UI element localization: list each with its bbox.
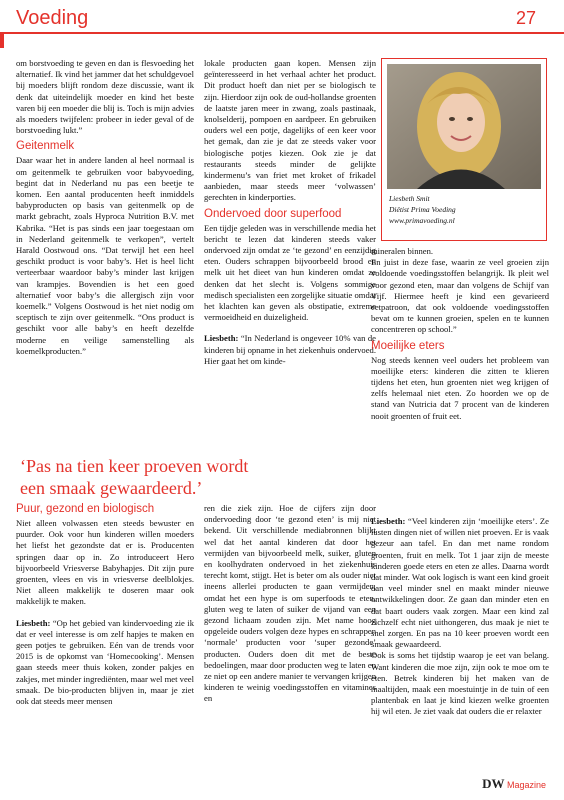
heading-geitenmelk: Geitenmelk: [16, 140, 75, 153]
magazine-logo: [482, 776, 546, 792]
paragraph: om borstvoeding te geven en dan is flesvoeding het alternatief. Ik vind het jammer dat het schuldgevoel bij moeders blijft rondom deze discussie, want ik denk dat uiteindelijk moeder en kind het beste varen bij een moeder die blij is. Toch is mijn advies als moeders twijfelen: probeer in ieder geval of de borstvoeding lukt.”: [16, 58, 194, 136]
page-number: 27: [515, 8, 536, 28]
portrait-illustration: [387, 64, 541, 189]
header-rule-accent: [0, 32, 4, 48]
caption-role: Diëtist Prima Voeding: [389, 205, 456, 214]
heading-moeilijke-eters: Moeilijke eters: [371, 339, 445, 352]
paragraph: En juist in deze fase, waarin ze veel groeien zijn voldoende voedingsstoffen belangrijk. Ik pleit wel voor gezond eten, maar dan volgens de Schijf van Vijf. Hiermee heeft je kind een gevarieerd eetpatroon, dat ook voldoende voedingsstoffen bevat om te kunnen groeien, spelen en te kunnen concentreren op school.”: [371, 257, 549, 335]
paragraph: Een tijdje geleden was in verschillende media het bericht te lezen dat kinderen steeds vaker ondervoed zijn omdat ze ‘te gezond’ en eenzijdig eten. Ouders schrappen bijvoorbeeld brood en melk uit het dieet van hun kinderen omdat ze denken dat het slecht is. Volgens sommige medisch specialisten een zorgelijke situatie omdat het klachten kan geven als obstipatie, extreme vermoeidheid en duizeligheid.: [204, 222, 376, 323]
portrait-photo: [387, 64, 541, 189]
speaker-label: Liesbeth:: [371, 516, 406, 526]
quote-text: “Op het gebied van kindervoeding zie ik dat er veel interesse is om zelf hapjes te maken en geen potjes te gebruiken. Eén van de trends voor 2015 is de opkomst van ‘Homecooking’. Mensen gaan steeds meer thuis koken, zonder pakjes en zakjes, met minder ingrediënten, maar wel met veel smaak. De bio-producten blijven in, maar je ziet ook dat steeds meer mensen: [16, 617, 194, 707]
logo-mark: DW: [482, 776, 505, 791]
speaker-label: Liesbeth:: [204, 333, 239, 344]
heading-ondervoed: Ondervoed door superfood: [204, 207, 342, 220]
article-column-5: [204, 503, 376, 705]
article-column-1: [16, 58, 194, 357]
paragraph: [371, 516, 549, 650]
paragraph: Nog steeds kennen veel ouders het probleem van moeilijke eters: kinderen die zitten te klieren tijdens het eten, hun groenten niet weg krijgen of zelfs helemaal niet eten. Zo hoorden we op de stand van Nutricia dat 7 procent van de kinderen nooit groenten of fruit eet.: [371, 354, 549, 421]
paragraph: [16, 618, 194, 708]
article-column-3: [371, 246, 549, 422]
paragraph: Ook is soms het tijdstip waarop je eet van belang. Want kinderen die moe zijn, zijn ook te moe om te eten. Betrek kinderen bij het maken van de maaltijden, maak een moestuintje in de tuin of een plantenbak en laat je kind kiezen welke groenten hij wil eten. Je ziet vaak dat ouders die er relaxter: [371, 650, 549, 717]
pull-quote-line: ‘Pas na tien keer proeven wordt: [20, 456, 249, 476]
article-column-2: [204, 58, 376, 367]
heading-puur-gezond: Puur, gezond en biologisch: [16, 503, 155, 515]
section-title: Voeding: [16, 7, 89, 29]
header-rule: [0, 32, 564, 34]
paragraph: mineralen binnen.: [371, 246, 434, 256]
speaker-label: Liesbeth:: [16, 617, 51, 628]
logo-suffix: Magazine: [506, 780, 546, 790]
pull-quote: [20, 455, 340, 499]
caption-url: www.primavoeding.nl: [389, 216, 455, 225]
caption-name: Liesbeth Smit: [389, 194, 430, 203]
article-column-4: [16, 503, 194, 707]
paragraph: Niet alleen volwassen eten steeds bewuster en puurder. Ook voor hun kinderen willen moeders het liefst het gezondste dat er is. Producenten springen daar op in. Zo introduceert Hero bijvoorbeeld Vriesverse Babyhapjes. Dit zijn pure groenten, vlees en vis in vriesverse deelblokjes. Niet alleen makkelijk te doseren maar ook makkelijk te maken.: [16, 518, 194, 607]
portrait-box: [381, 58, 547, 241]
pull-quote-line: een smaak gewaardeerd.’: [20, 478, 203, 498]
quote-text: “Veel kinderen zijn ‘moeilijke eters’. Ze lusten dingen niet of willen niet proeven. Er is vaak gezeur aan tafel. En dan met name rondom groenten, fruit en melk. Tot 1 jaar zijn de meeste kinderen goede eters en eten ze alles. Daarna wordt dat minder. Wat ook logisch is want een kind groeit dan veel minder snel en maakt minder nieuwe ontwikkelingen door. Ze gaan dan minder eten en dat baart ouders vaak zorgen. Maar een kind zal zichzelf echt niet uithongeren, dus maak je niet te snel zorgen. En pas na 10 keer proeven wordt een smaak gewaardeerd.: [371, 516, 549, 650]
paragraph: Daar waar het in andere landen al heel normaal is om geitenmelk te gebruiken voor babyvoeding, begint dat in Nederland nu pas een beetje te komen. Een aantal producenten heeft inmiddels babyproducten op basis van geitenmelk op de markt gebracht, zoals Hyproca Nutrition B.V. met Kabrika. “Het is pas sinds een jaar toegestaan om in Nederland geitenmelk te verkopen”, vertelt Harald Oostwoud ons. “Dat terwijl het een heel geschikt product is voor baby’s. Het is heel licht verteerbaar waardoor baby’s minder last krijgen van krampjes. Bovendien is het een goed alternatief voor baby’s die allergisch zijn voor koemelk.” Volgens Oostwoud is het niet nodig om sceptisch te zijn over geitenmelk. “Ons product is geschikt voor alle baby’s en heeft dezelfde moderne en veilige samenstelling als koemelkproducten.”: [16, 155, 194, 356]
portrait-caption: [387, 193, 541, 226]
paragraph: [204, 333, 376, 367]
article-column-6: [371, 516, 549, 718]
paragraph: lokale producten gaan kopen. Mensen zijn geïnteresseerd in het verhaal achter het product. Dit product hoeft dan niet per se biologisch te zijn. Hierdoor zijn ook de oud-hollandse groenten de laatste jaren meer in zwang, zoals pastinaak, knolselderij, pompoen en aardpeer. En gebruiken ouders wel een potje, dagelijks of een keer voor het gemak, dan zie je dat ze steeds vaker voor biologische potjes kiezen. Ook zie je dat restaurants steeds minder de gelijkte kindermenu’s van friet met kroket of frikadel aanbieden, maar steeds meer ‘volwassen’ gerechten in kinderporties.: [204, 58, 376, 203]
quote-text: “In Nederland is ongeveer 10% van de kinderen bij opname in het ziekenhuis ondervoed. Hier gaat het om kinde-: [204, 333, 376, 366]
paragraph: ren die ziek zijn. Hoe de cijfers zijn door ondervoeding door ‘te gezond eten’ is mij niet bekend. Uit verschillende mediabronnen blijkt wel dat het aantal kinderen dat door het vermijden van bijvoorbeeld melk, suiker, gluten en koolhydraten ondervoed in het ziekenhuis terecht komt, stijgt. Het is beter om als ouder niet ineens allerlei producten te gaan vermijden, omdat het een hype is om superfoods te eten, gluten weg te laten of suiker de vijand van een gezond lichaam zouden zijn. Met name hoog opgeleide ouders volgen deze hypes en schrappen ‘normale’ producten voor ‘super gezonde’ producten. Ouders doen dit met de beste bedoelingen, maar door producten weg te laten en ze niet op een andere manier te vervangen krijgen kinderen te weinig voedingsstoffen en vitamines en: [204, 503, 376, 704]
